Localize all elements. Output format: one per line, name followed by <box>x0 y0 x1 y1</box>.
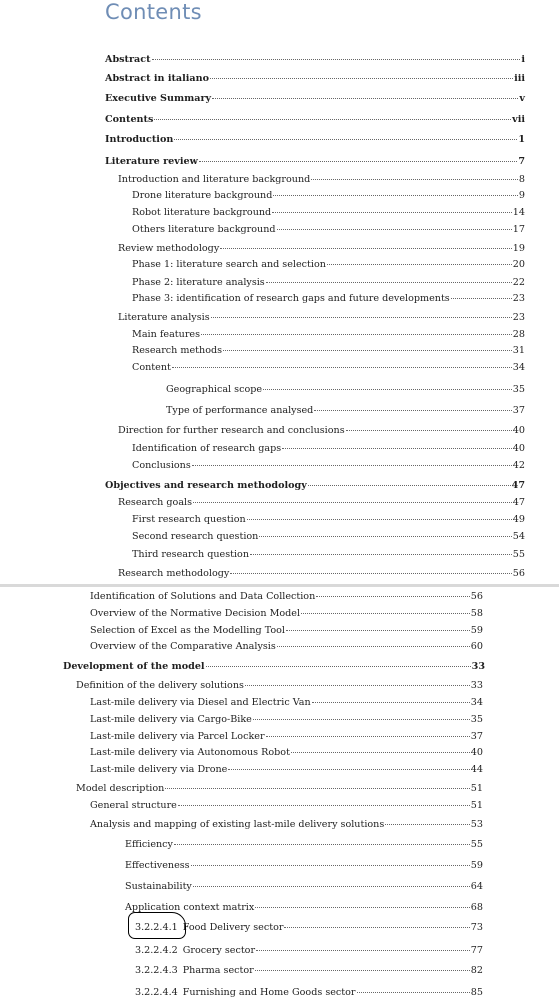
toc-dot-leader <box>255 962 470 971</box>
toc-entry-label: Selection of Excel as the Modelling Tool <box>90 625 285 636</box>
toc-dot-leader <box>201 326 512 335</box>
toc-entry-page: 40 <box>470 747 483 758</box>
toc-dot-leader <box>314 402 511 411</box>
toc-entry[interactable] <box>166 383 525 396</box>
toc-entry-label: Contents <box>105 114 154 125</box>
toc-entry-page: 9 <box>518 190 525 201</box>
toc-entry-label: Analysis and mapping of existing last-mile delivery solutions <box>90 819 385 830</box>
toc-entry-page: 28 <box>512 329 525 340</box>
toc-dot-leader <box>263 381 512 390</box>
toc-entry-label: Development of the model <box>63 661 205 672</box>
toc-entry-label: Objectives and research methodology <box>105 480 307 491</box>
toc-entry[interactable] <box>90 730 483 743</box>
toc-entry[interactable] <box>125 838 483 851</box>
toc-entry[interactable] <box>90 799 483 812</box>
toc-entry-page: i <box>521 54 525 65</box>
toc-entry-label: Pharma sector <box>182 965 254 976</box>
toc-dot-leader <box>152 51 521 60</box>
toc-entry-label: Sustainability <box>125 881 192 892</box>
toc-entry-page: 68 <box>470 902 483 913</box>
toc-dot-leader <box>228 761 469 770</box>
toc-entry-label: Research goals <box>118 497 193 508</box>
toc-entry[interactable] <box>118 173 525 186</box>
toc-entry-page: 22 <box>512 277 525 288</box>
toc-entry-label: Literature review <box>105 156 198 167</box>
toc-entry-label: Effectiveness <box>125 860 190 871</box>
toc-entry[interactable] <box>132 292 525 305</box>
toc-entry[interactable] <box>132 328 525 341</box>
toc-entry-page: 58 <box>470 608 483 619</box>
toc-entry-label: Geographical scope <box>166 384 263 395</box>
toc-dot-leader <box>346 422 512 431</box>
toc-entry[interactable] <box>63 660 485 673</box>
toc-dot-leader <box>272 204 512 213</box>
toc-entry-page: 82 <box>470 965 483 976</box>
toc-dot-leader <box>286 622 470 631</box>
toc-dot-leader <box>259 528 511 537</box>
toc-entry-number: 3.2.2.4.2 <box>135 945 178 956</box>
toc-dot-leader <box>312 694 470 703</box>
toc-dot-leader <box>165 780 469 789</box>
toc-entry-label: Executive Summary <box>105 93 212 104</box>
toc-entry-label: Main features <box>132 329 201 340</box>
toc-entry[interactable] <box>105 92 525 105</box>
toc-entry[interactable] <box>132 459 525 472</box>
toc-entry-label: Last-mile delivery via Cargo-Bike <box>90 714 252 725</box>
toc-dot-leader <box>277 221 512 230</box>
toc-entry-page: 31 <box>512 345 525 356</box>
toc-entry-page: 73 <box>470 922 483 933</box>
toc-entry-page: 77 <box>470 945 483 956</box>
toc-dot-leader <box>223 342 512 351</box>
toc-dot-leader <box>220 240 512 249</box>
toc-entry[interactable] <box>90 713 483 726</box>
toc-dot-leader <box>250 546 512 555</box>
toc-entry-label: Food Delivery sector <box>182 922 284 933</box>
toc-dot-leader <box>308 477 511 486</box>
toc-entry[interactable] <box>135 921 483 934</box>
toc-dot-leader <box>193 494 512 503</box>
toc-entry-page: 59 <box>470 625 483 636</box>
toc-dot-leader <box>311 171 518 180</box>
toc-entry-page: 56 <box>512 568 525 579</box>
toc-entry-page: 1 <box>518 134 525 145</box>
toc-dot-leader <box>212 90 518 99</box>
toc-entry[interactable] <box>118 242 525 255</box>
toc-entry-label: Last-mile delivery via Diesel and Electric Van <box>90 697 311 708</box>
toc-entry-page: 59 <box>470 860 483 871</box>
toc-entry-page: 40 <box>512 443 525 454</box>
toc-entry-page: 33 <box>471 661 485 672</box>
toc-entry-page: 35 <box>470 714 483 725</box>
toc-dot-leader <box>230 565 511 574</box>
toc-dot-leader <box>245 677 470 686</box>
toc-entry-page: 56 <box>470 591 483 602</box>
toc-entry[interactable] <box>90 746 483 759</box>
toc-dot-leader <box>316 588 470 597</box>
toc-entry-label: Application context matrix <box>125 902 255 913</box>
toc-entry[interactable] <box>105 72 525 85</box>
toc-dot-leader <box>451 290 512 299</box>
toc-dot-leader <box>154 111 511 120</box>
toc-entry-label: Definition of the delivery solutions <box>76 680 244 691</box>
toc-dot-leader <box>255 899 469 908</box>
toc-entry-page: iii <box>514 73 525 84</box>
toc-entry-page: 37 <box>512 405 525 416</box>
toc-dot-leader <box>211 309 512 318</box>
toc-dot-leader <box>178 797 470 806</box>
toc-entry-label: Research methods <box>132 345 223 356</box>
toc-entry-label: Last-mile delivery via Parcel Locker <box>90 731 265 742</box>
toc-dot-leader <box>253 711 470 720</box>
toc-entry[interactable] <box>118 424 525 437</box>
toc-entry-label: Second research question <box>132 531 259 542</box>
toc-entry-number: 3.2.2.4.3 <box>135 965 178 976</box>
toc-entry[interactable] <box>90 590 483 603</box>
toc-dot-leader <box>206 658 471 667</box>
toc-dot-leader <box>301 605 470 614</box>
toc-dot-leader <box>192 457 512 466</box>
toc-entry-label: Content <box>132 362 171 373</box>
toc-dot-leader <box>174 836 470 845</box>
toc-entry-label: Review methodology <box>118 243 220 254</box>
toc-entry-page: 85 <box>470 987 483 998</box>
toc-entry-label: General structure <box>90 800 177 811</box>
toc-entry-label: Phase 3: identification of research gaps and future developments <box>132 293 450 304</box>
toc-entry-label: First research question <box>132 514 246 525</box>
toc-entry[interactable] <box>132 189 525 202</box>
toc-entry[interactable] <box>132 530 525 543</box>
toc-entry-page: 55 <box>470 839 483 850</box>
toc-entry-label: Efficiency <box>125 839 173 850</box>
toc-dot-leader <box>266 728 470 737</box>
toc-entry-page: 23 <box>512 312 525 323</box>
toc-entry-label: Overview of the Comparative Analysis <box>90 641 276 652</box>
toc-dot-leader <box>357 984 470 993</box>
toc-entry-page: 42 <box>512 460 525 471</box>
toc-entry[interactable] <box>125 859 483 872</box>
toc-entry[interactable] <box>125 901 483 914</box>
toc-entry-page: 51 <box>470 783 483 794</box>
toc-entry-page: 37 <box>470 731 483 742</box>
toc-entry[interactable] <box>135 944 483 957</box>
toc-entry-page: 34 <box>512 362 525 373</box>
toc-entry[interactable] <box>135 964 483 977</box>
toc-entry[interactable] <box>105 53 525 66</box>
toc-entry-page: 53 <box>470 819 483 830</box>
toc-entry-label: Identification of Solutions and Data Collection <box>90 591 316 602</box>
toc-entry-label: Abstract <box>105 54 151 65</box>
toc-entry-label: Phase 1: literature search and selection <box>132 259 326 270</box>
toc-entry-page: 7 <box>518 156 525 167</box>
toc-entry[interactable] <box>118 496 525 509</box>
toc-entry[interactable] <box>90 607 483 620</box>
toc-entry[interactable] <box>105 155 525 168</box>
toc-entry-page: 35 <box>512 384 525 395</box>
toc-entry[interactable] <box>118 567 525 580</box>
toc-entry[interactable] <box>132 276 525 289</box>
toc-entry[interactable] <box>90 640 483 653</box>
toc-entry-label: Literature analysis <box>118 312 210 323</box>
toc-entry-label: Grocery sector <box>182 945 256 956</box>
toc-entry-page: 47 <box>511 480 525 491</box>
toc-dot-leader <box>210 70 513 79</box>
toc-entry[interactable] <box>132 223 525 236</box>
toc-dot-leader <box>174 131 517 140</box>
toc-entry-page: vii <box>512 114 525 125</box>
toc-dot-leader <box>273 187 518 196</box>
toc-entry-page: 23 <box>512 293 525 304</box>
toc-entry-number: 3.2.2.4.1 <box>135 922 178 933</box>
toc-entry[interactable] <box>135 986 483 999</box>
toc-dot-leader <box>277 638 470 647</box>
toc-entry[interactable] <box>105 133 525 146</box>
toc-dot-leader <box>327 256 512 265</box>
toc-entry[interactable] <box>132 548 525 561</box>
toc-entry-label: Overview of the Normative Decision Model <box>90 608 301 619</box>
toc-entry-label: Abstract in italiano <box>105 73 209 84</box>
toc-entry-page: 44 <box>470 764 483 775</box>
toc-entry[interactable] <box>132 442 525 455</box>
toc-entry[interactable] <box>132 206 525 219</box>
toc-entry-label: Model description <box>76 783 165 794</box>
toc-entry-page: 34 <box>470 697 483 708</box>
toc-entry-label: Last-mile delivery via Autonomous Robot <box>90 747 290 758</box>
toc-dot-leader <box>199 153 517 162</box>
toc-entry-label: Phase 2: literature analysis <box>132 277 265 288</box>
toc-entry-page: 8 <box>518 174 525 185</box>
toc-dot-leader <box>191 857 470 866</box>
toc-dot-leader <box>282 440 512 449</box>
toc-entry-page: 47 <box>512 497 525 508</box>
toc-entry[interactable] <box>76 679 483 692</box>
toc-entry-label: Direction for further research and conclusions <box>118 425 345 436</box>
toc-entry-label: Introduction and literature background <box>118 174 311 185</box>
toc-dot-leader <box>256 942 470 951</box>
toc-dot-leader <box>385 816 469 825</box>
toc-dot-leader <box>284 919 469 928</box>
toc-entry[interactable] <box>105 113 525 126</box>
toc-entry[interactable] <box>76 782 483 795</box>
toc-entry-label: Last-mile delivery via Drone <box>90 764 228 775</box>
toc-entry-number: 3.2.2.4.4 <box>135 987 178 998</box>
toc-entry-page: v <box>519 93 525 104</box>
toc-entry-page: 40 <box>512 425 525 436</box>
toc-entry-label: Furnishing and Home Goods sector <box>182 987 356 998</box>
toc-entry-label: Others literature background <box>132 224 276 235</box>
toc-entry-page: 60 <box>470 641 483 652</box>
toc-dot-leader <box>172 359 512 368</box>
toc-entry-label: Third research question <box>132 549 249 560</box>
page-title: Contents <box>105 0 202 24</box>
toc-entry[interactable] <box>105 479 525 492</box>
toc-entry-label: Identification of research gaps <box>132 443 282 454</box>
toc-entry-page: 17 <box>512 224 525 235</box>
toc-entry-page: 14 <box>512 207 525 218</box>
toc-entry-label: Drone literature background <box>132 190 273 201</box>
toc-entry[interactable] <box>118 311 525 324</box>
toc-entry[interactable] <box>90 696 483 709</box>
toc-entry[interactable] <box>90 818 483 831</box>
toc-entry-label: Introduction <box>105 134 174 145</box>
toc-entry[interactable] <box>90 624 483 637</box>
toc-dot-leader <box>266 274 512 283</box>
toc-dot-leader <box>193 878 470 887</box>
toc-entry[interactable] <box>132 258 525 271</box>
toc-entry-page: 54 <box>512 531 525 542</box>
toc-entry-page: 51 <box>470 800 483 811</box>
toc-dot-leader <box>247 511 512 520</box>
toc-entry-page: 33 <box>470 680 483 691</box>
toc-entry-page: 49 <box>512 514 525 525</box>
toc-entry[interactable] <box>132 361 525 374</box>
toc-entry-page: 55 <box>512 549 525 560</box>
toc-entry-page: 64 <box>470 881 483 892</box>
toc-entry-label: Type of performance analysed <box>166 405 314 416</box>
toc-entry-page: 19 <box>512 243 525 254</box>
toc-entry-label: Research methodology <box>118 568 230 579</box>
toc-entry-page: 20 <box>512 259 525 270</box>
toc-entry[interactable] <box>125 880 483 893</box>
toc-entry[interactable] <box>132 344 525 357</box>
toc-entry[interactable] <box>90 763 483 776</box>
toc-dot-leader <box>291 744 470 753</box>
toc-entry[interactable] <box>132 513 525 526</box>
toc-entry-label: Robot literature background <box>132 207 272 218</box>
toc-entry-label: Conclusions <box>132 460 191 471</box>
toc-entry[interactable] <box>166 404 525 417</box>
